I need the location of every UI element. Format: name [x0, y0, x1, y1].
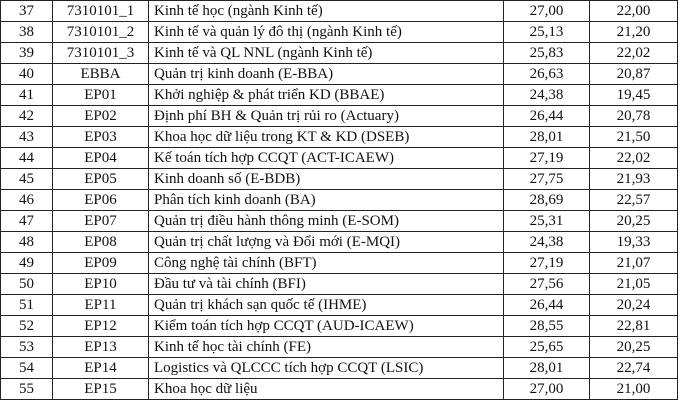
- score-a-cell: 27,75: [504, 169, 590, 190]
- score-b-cell: 22,57: [590, 190, 678, 211]
- program-name-cell: Định phí BH & Quản trị rủi ro (Actuary): [149, 106, 504, 127]
- program-code-cell: 7310101_2: [53, 22, 149, 43]
- row-number-cell: 41: [1, 85, 53, 106]
- score-a-cell: 25,13: [504, 22, 590, 43]
- score-a-cell: 27,56: [504, 274, 590, 295]
- score-b-cell: 22,81: [590, 316, 678, 337]
- program-name-cell: Quản trị khách sạn quốc tế (IHME): [149, 295, 504, 316]
- score-b-cell: 19,33: [590, 232, 678, 253]
- program-name-cell: Quản trị điều hành thông minh (E-SOM): [149, 211, 504, 232]
- score-b-cell: 22,00: [590, 1, 678, 22]
- program-code-cell: EP12: [53, 316, 149, 337]
- score-b-cell: 20,78: [590, 106, 678, 127]
- row-number-cell: 46: [1, 190, 53, 211]
- program-code-cell: 7310101_3: [53, 43, 149, 64]
- program-name-cell: Kinh tế và QL NNL (ngành Kinh tế): [149, 43, 504, 64]
- program-name-cell: Logistics và QLCCC tích hợp CCQT (LSIC): [149, 358, 504, 379]
- table-row: [1, 190, 678, 211]
- row-number-cell: 43: [1, 127, 53, 148]
- program-name-cell: Kiểm toán tích hợp CCQT (AUD-ICAEW): [149, 316, 504, 337]
- score-b-cell: 21,50: [590, 127, 678, 148]
- program-name-cell: Kinh doanh số (E-BDB): [149, 169, 504, 190]
- program-code-cell: EP02: [53, 106, 149, 127]
- table-row: [1, 358, 678, 379]
- table-row: [1, 1, 678, 22]
- program-name-cell: Kế toán tích hợp CCQT (ACT-ICAEW): [149, 148, 504, 169]
- program-code-cell: EP13: [53, 337, 149, 358]
- score-a-cell: 28,01: [504, 358, 590, 379]
- score-a-cell: 27,19: [504, 148, 590, 169]
- program-name-cell: Khoa học dữ liệu trong KT & KD (DSEB): [149, 127, 504, 148]
- score-b-cell: 20,25: [590, 337, 678, 358]
- row-number-cell: 39: [1, 43, 53, 64]
- table-row: [1, 211, 678, 232]
- program-code-cell: EP08: [53, 232, 149, 253]
- score-b-cell: 21,20: [590, 22, 678, 43]
- program-name-cell: Khoa học dữ liệu: [149, 379, 504, 400]
- table-row: [1, 316, 678, 337]
- score-a-cell: 25,65: [504, 337, 590, 358]
- score-b-cell: 21,00: [590, 379, 678, 400]
- row-number-cell: 52: [1, 316, 53, 337]
- row-number-cell: 42: [1, 106, 53, 127]
- score-a-cell: 28,69: [504, 190, 590, 211]
- table-row: [1, 64, 678, 85]
- table-row: [1, 43, 678, 64]
- score-a-cell: 27,00: [504, 379, 590, 400]
- score-b-cell: 19,45: [590, 85, 678, 106]
- row-number-cell: 38: [1, 22, 53, 43]
- program-code-cell: EP07: [53, 211, 149, 232]
- program-code-cell: EP09: [53, 253, 149, 274]
- score-b-cell: 20,25: [590, 211, 678, 232]
- table-row: [1, 85, 678, 106]
- row-number-cell: 48: [1, 232, 53, 253]
- row-number-cell: 51: [1, 295, 53, 316]
- score-b-cell: 22,02: [590, 43, 678, 64]
- table-row: [1, 169, 678, 190]
- program-name-cell: Đầu tư và tài chính (BFI): [149, 274, 504, 295]
- score-a-cell: 28,55: [504, 316, 590, 337]
- score-a-cell: 25,83: [504, 43, 590, 64]
- program-name-cell: Công nghệ tài chính (BFT): [149, 253, 504, 274]
- program-code-cell: EBBA: [53, 64, 149, 85]
- score-a-cell: 24,38: [504, 232, 590, 253]
- program-name-cell: Quản trị kinh doanh (E-BBA): [149, 64, 504, 85]
- program-code-cell: EP15: [53, 379, 149, 400]
- program-code-cell: 7310101_1: [53, 1, 149, 22]
- table-row: [1, 253, 678, 274]
- row-number-cell: 55: [1, 379, 53, 400]
- score-a-cell: 27,19: [504, 253, 590, 274]
- program-code-cell: EP06: [53, 190, 149, 211]
- score-a-cell: 25,31: [504, 211, 590, 232]
- score-a-cell: 27,00: [504, 1, 590, 22]
- row-number-cell: 45: [1, 169, 53, 190]
- score-b-cell: 20,24: [590, 295, 678, 316]
- table-row: [1, 148, 678, 169]
- table-row: [1, 337, 678, 358]
- score-b-cell: 20,87: [590, 64, 678, 85]
- row-number-cell: 50: [1, 274, 53, 295]
- row-number-cell: 53: [1, 337, 53, 358]
- score-b-cell: 21,05: [590, 274, 678, 295]
- row-number-cell: 49: [1, 253, 53, 274]
- table-row: [1, 106, 678, 127]
- score-a-cell: 28,01: [504, 127, 590, 148]
- row-number-cell: 37: [1, 1, 53, 22]
- program-code-cell: EP10: [53, 274, 149, 295]
- score-b-cell: 21,93: [590, 169, 678, 190]
- score-a-cell: 26,44: [504, 295, 590, 316]
- score-a-cell: 24,38: [504, 85, 590, 106]
- table-row: [1, 379, 678, 400]
- program-code-cell: EP05: [53, 169, 149, 190]
- table-body: [1, 0, 678, 400]
- table-row: [1, 232, 678, 253]
- program-name-cell: Phân tích kinh doanh (BA): [149, 190, 504, 211]
- table-row: [1, 22, 678, 43]
- row-number-cell: 47: [1, 211, 53, 232]
- table-row: [1, 127, 678, 148]
- row-number-cell: 44: [1, 148, 53, 169]
- program-name-cell: Quản trị chất lượng và Đổi mới (E-MQI): [149, 232, 504, 253]
- program-code-cell: EP01: [53, 85, 149, 106]
- score-b-cell: 22,74: [590, 358, 678, 379]
- score-b-cell: 21,07: [590, 253, 678, 274]
- program-name-cell: Kinh tế học tài chính (FE): [149, 337, 504, 358]
- program-name-cell: Kinh tế học (ngành Kinh tế): [149, 1, 504, 22]
- program-name-cell: Khởi nghiệp & phát triển KD (BBAE): [149, 85, 504, 106]
- program-code-cell: EP11: [53, 295, 149, 316]
- row-number-cell: 40: [1, 64, 53, 85]
- program-name-cell: Kinh tế và quản lý đô thị (ngành Kinh tế): [149, 22, 504, 43]
- row-number-cell: 54: [1, 358, 53, 379]
- score-a-cell: 26,63: [504, 64, 590, 85]
- table-row: [1, 295, 678, 316]
- program-code-cell: EP14: [53, 358, 149, 379]
- score-a-cell: 26,44: [504, 106, 590, 127]
- table-row: [1, 274, 678, 295]
- score-b-cell: 22,02: [590, 148, 678, 169]
- program-code-cell: EP04: [53, 148, 149, 169]
- program-code-cell: EP03: [53, 127, 149, 148]
